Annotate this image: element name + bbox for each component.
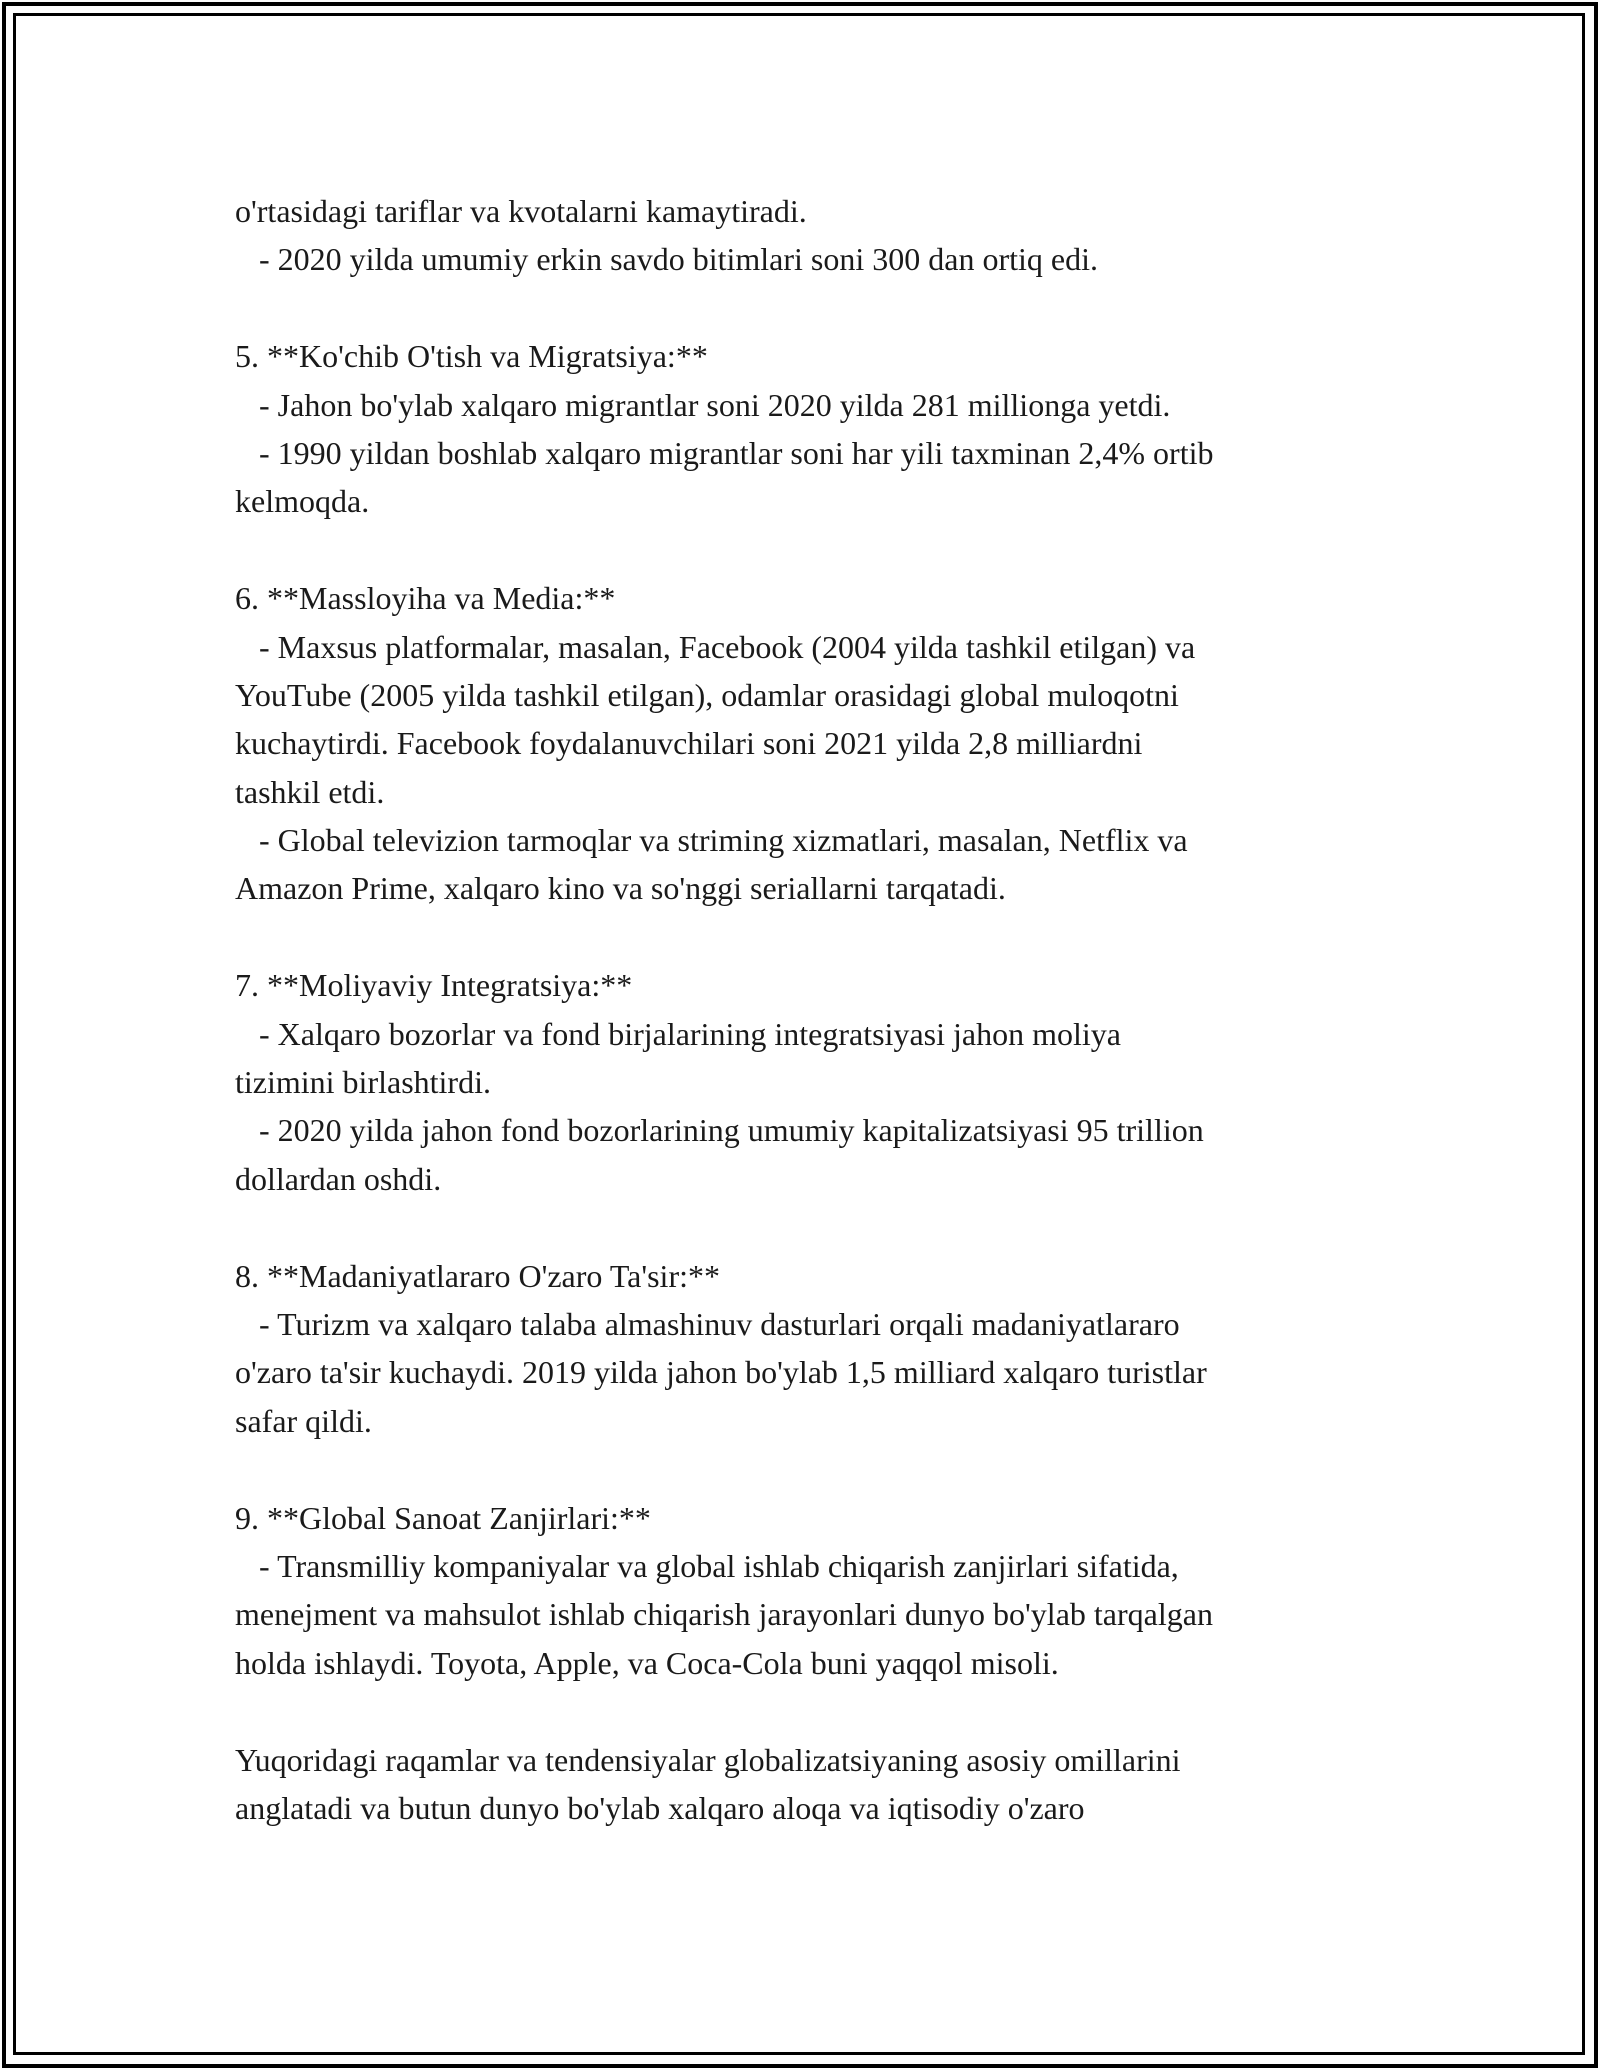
text-line: tizimini birlashtirdi. xyxy=(235,1064,491,1101)
blank-line xyxy=(235,1687,1370,1735)
blank-line xyxy=(235,913,1370,961)
text-line: o'zaro ta'sir kuchaydi. 2019 yilda jahon bo'ylab 1,5 milliard xalqaro turistlar xyxy=(235,1354,1207,1391)
blank-line xyxy=(235,1445,1370,1493)
text-line: o'rtasidagi tariflar va kvotalarni kamaytiradi. xyxy=(235,193,807,229)
text-line: - Xalqaro bozorlar va fond birjalarining integratsiyasi jahon moliya xyxy=(235,1015,1121,1052)
text-line: - 2020 yilda jahon fond bozorlarining umumiy kapitalizatsiyasi 95 trillion xyxy=(235,1112,1204,1149)
section-heading: 9. **Global Sanoat Zanjirlari:** xyxy=(235,1499,651,1536)
text-line: YouTube (2005 yilda tashkil etilgan), odamlar orasidagi global muloqotni xyxy=(235,676,1179,713)
text-line: safar qildi. xyxy=(235,1402,372,1439)
section-heading: 8. **Madaniyatlararo O'zaro Ta'sir:** xyxy=(235,1257,720,1294)
text-line: holda ishlaydi. Toyota, Apple, va Coca-Cola buni yaqqol misoli. xyxy=(235,1644,1059,1681)
text-line: kuchaytirdi. Facebook foydalanuvchilari soni 2021 yilda 2,8 milliardni xyxy=(235,725,1143,762)
document-body xyxy=(235,187,1370,1832)
text-line: - Turizm va xalqaro talaba almashinuv dasturlari orqali madaniyatlararo xyxy=(235,1305,1180,1342)
text-line: - 1990 yildan boshlab xalqaro migrantlar soni har yili taxminan 2,4% ortib xyxy=(235,434,1214,471)
blank-line xyxy=(235,526,1370,574)
blank-line xyxy=(235,1203,1370,1251)
text-line: - Global televizion tarmoqlar va striming xizmatlari, masalan, Netflix va xyxy=(235,822,1188,859)
text-line: anglatadi va butun dunyo bo'ylab xalqaro aloqa va iqtisodiy o'zaro xyxy=(235,1789,1085,1826)
text-line: dollardan oshdi. xyxy=(235,1160,442,1197)
text-line: - 2020 yilda umumiy erkin savdo bitimlari soni 300 dan ortiq edi. xyxy=(235,241,1098,278)
text-line: - Maxsus platformalar, masalan, Facebook (2004 yilda tashkil etilgan) va xyxy=(235,628,1196,665)
text-line: Yuqoridagi raqamlar va tendensiyalar globalizatsiyaning asosiy omillarini xyxy=(235,1741,1181,1778)
blank-line xyxy=(235,284,1370,332)
text-line: menejment va mahsulot ishlab chiqarish jarayonlari dunyo bo'ylab tarqalgan xyxy=(235,1596,1213,1633)
text-line: tashkil etdi. xyxy=(235,773,385,810)
section-heading: 5. **Ko'chib O'tish va Migratsiya:** xyxy=(235,338,708,375)
section-heading: 7. **Moliyaviy Integratsiya:** xyxy=(235,967,633,1004)
text-line: - Transmilliy kompaniyalar va global ishlab chiqarish zanjirlari sifatida, xyxy=(235,1547,1179,1584)
text-line: - Jahon bo'ylab xalqaro migrantlar soni 2020 yilda 281 millionga yetdi. xyxy=(235,386,1171,423)
text-line: kelmoqda. xyxy=(235,483,370,520)
text-line: Amazon Prime, xalqaro kino va so'nggi seriallarni tarqatadi. xyxy=(235,870,1006,907)
section-heading: 6. **Massloyiha va Media:** xyxy=(235,580,616,617)
